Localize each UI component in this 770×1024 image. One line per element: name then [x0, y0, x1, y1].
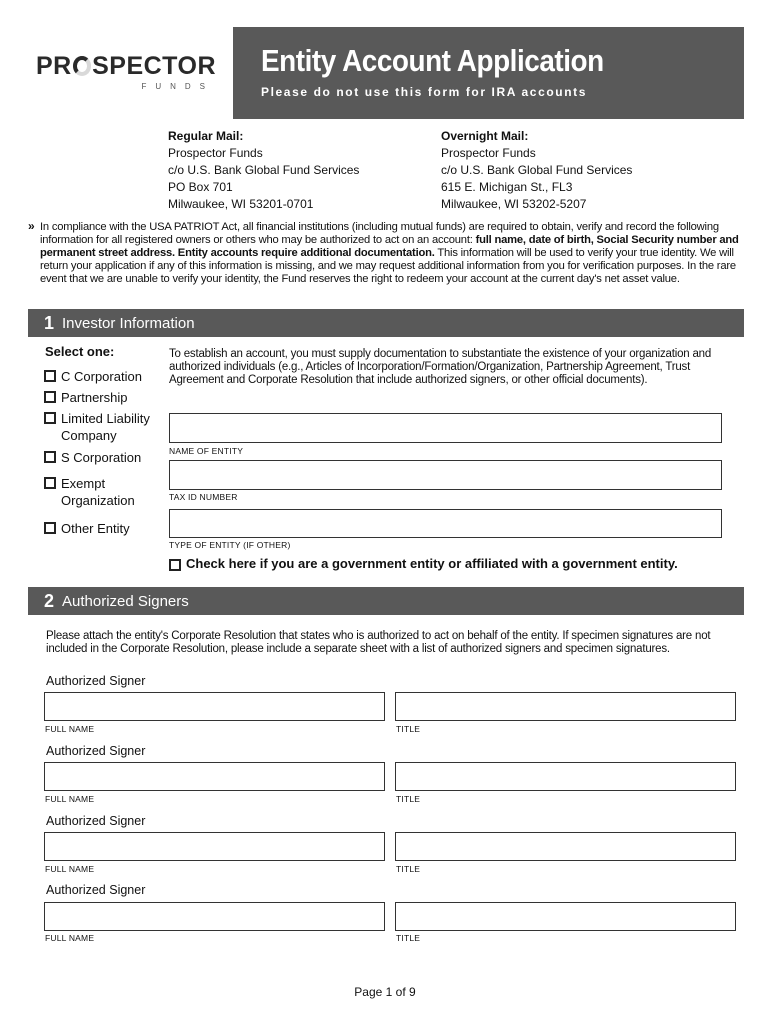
entity-name-caption: NAME OF ENTITY: [169, 446, 244, 456]
authorized-signer-label: Authorized Signer: [46, 674, 146, 688]
authorized-signer-label: Authorized Signer: [46, 883, 146, 897]
notice-text-end: This information will be used to verify your true identity. We will return your application if any of this information is missing, and we may request additional information from you for verification purposes. In the rare event that we are unable to verify your identity, the Fund reserves the right to redeem your account at the current day's net asset value.: [40, 247, 736, 285]
regular-mail-address: [168, 128, 359, 213]
overnight-mail-heading: Overnight Mail:: [441, 129, 529, 143]
signer-1-full-name-input[interactable]: [44, 692, 385, 721]
title-caption: TITLE: [396, 724, 421, 734]
signer-3-full-name-input[interactable]: [44, 832, 385, 861]
full-name-caption: FULL NAME: [45, 794, 95, 804]
checkbox-other-entity[interactable]: [44, 520, 161, 537]
checkbox-label: Limited Liability Company: [61, 411, 150, 443]
tax-id-input[interactable]: [169, 460, 722, 490]
chevron-right-icon: »: [28, 219, 35, 233]
patriot-act-notice: [28, 221, 744, 286]
checkbox-icon[interactable]: [169, 559, 181, 571]
signer-4-title-input[interactable]: [395, 902, 736, 931]
full-name-caption: FULL NAME: [45, 933, 95, 943]
address-line: c/o U.S. Bank Global Fund Services: [441, 163, 633, 177]
signer-2-title-input[interactable]: [395, 762, 736, 791]
section-title: Authorized Signers: [62, 592, 189, 610]
checkbox-c-corporation[interactable]: [44, 368, 161, 385]
logo-text-end: SPECTOR: [92, 51, 216, 80]
authorized-signer-label: Authorized Signer: [46, 744, 146, 758]
logo-wordmark: [36, 52, 216, 80]
section-number: 2: [44, 590, 55, 611]
address-line: 615 E. Michigan St., FL3: [441, 180, 573, 194]
checkbox-exempt-organization[interactable]: [44, 475, 161, 509]
checkbox-label: Other Entity: [61, 521, 130, 536]
checkbox-icon[interactable]: [44, 451, 56, 463]
authorized-signers-instructions: Please attach the entity's Corporate Resolution that states who is authorized to act on behalf of the entity. If specimen signatures are not included in the Corporate Resolution, please include a separate sheet with a list of authorized signers and specimen signatures.: [46, 630, 711, 655]
government-entity-checkbox[interactable]: [169, 556, 678, 571]
checkbox-s-corporation[interactable]: [44, 449, 161, 466]
notice-text: In compliance with the USA PATRIOT Act, all financial institutions (including mutual funds) are required to obtain, verify and record the following information for all registered owners or others who may be authorized to act on an account:: [40, 221, 719, 246]
address-line: PO Box 701: [168, 180, 233, 194]
title-banner: [233, 27, 744, 119]
select-one-label: Select one:: [45, 344, 115, 359]
checkbox-icon[interactable]: [44, 522, 56, 534]
checkbox-partnership[interactable]: [44, 389, 161, 406]
entity-type-caption: TYPE OF ENTITY (IF OTHER): [169, 540, 291, 550]
address-line: Milwaukee, WI 53202-5207: [441, 197, 587, 211]
logo-o-icon: [73, 56, 91, 76]
page-subtitle: Please do not use this form for IRA accounts: [261, 85, 587, 99]
title-caption: TITLE: [396, 933, 421, 943]
signer-4-full-name-input[interactable]: [44, 902, 385, 931]
documentation-instructions: To establish an account, you must supply documentation to substantiate the existence of your organization and authorized individuals (e.g., Articles of Incorporation/Formation/Organization, Partnership Agreement, Trust Agreement and Corporate Resolution that include authorized signers, or other official documents).: [169, 348, 712, 386]
checkbox-limited-liability-company[interactable]: [44, 410, 161, 444]
section-header-investor-information: [28, 309, 744, 337]
title-caption: TITLE: [396, 794, 421, 804]
address-line: Prospector Funds: [168, 146, 263, 160]
checkbox-label: C Corporation: [61, 369, 142, 384]
overnight-mail-address: [441, 128, 632, 213]
notice-bold-text: full name, date of birth, Social Security number and permanent street address. Entity accounts require additional documentation.: [40, 234, 739, 259]
checkbox-icon[interactable]: [44, 477, 56, 489]
address-line: c/o U.S. Bank Global Fund Services: [168, 163, 360, 177]
section-number: 1: [44, 312, 55, 333]
logo-text-start: PR: [36, 51, 72, 80]
entity-name-input[interactable]: [169, 413, 722, 443]
page-title: Entity Account Application: [261, 43, 604, 78]
prospector-logo: [36, 52, 216, 91]
notice-paragraph: [28, 221, 744, 286]
section-header-authorized-signers: [28, 587, 744, 615]
entity-type-input[interactable]: [169, 509, 722, 538]
logo-subtitle: FUNDS: [141, 82, 214, 91]
address-line: Milwaukee, WI 53201-0701: [168, 197, 314, 211]
full-name-caption: FULL NAME: [45, 864, 95, 874]
signer-2-full-name-input[interactable]: [44, 762, 385, 791]
full-name-caption: FULL NAME: [45, 724, 95, 734]
authorized-signer-label: Authorized Signer: [46, 814, 146, 828]
signer-1-title-input[interactable]: [395, 692, 736, 721]
checkbox-label: Partnership: [61, 390, 128, 405]
government-entity-label: Check here if you are a government entity or affiliated with a government entity.: [186, 556, 678, 571]
title-caption: TITLE: [396, 864, 421, 874]
tax-id-caption: TAX ID NUMBER: [169, 492, 238, 502]
checkbox-icon[interactable]: [44, 370, 56, 382]
checkbox-icon[interactable]: [44, 412, 56, 424]
regular-mail-heading: Regular Mail:: [168, 129, 244, 143]
page-number: Page 1 of 9: [354, 985, 416, 999]
checkbox-icon[interactable]: [44, 391, 56, 403]
section-title: Investor Information: [62, 314, 195, 332]
address-line: Prospector Funds: [441, 146, 536, 160]
signer-3-title-input[interactable]: [395, 832, 736, 861]
checkbox-label: S Corporation: [61, 450, 142, 465]
checkbox-label: Exempt Organization: [61, 476, 135, 508]
